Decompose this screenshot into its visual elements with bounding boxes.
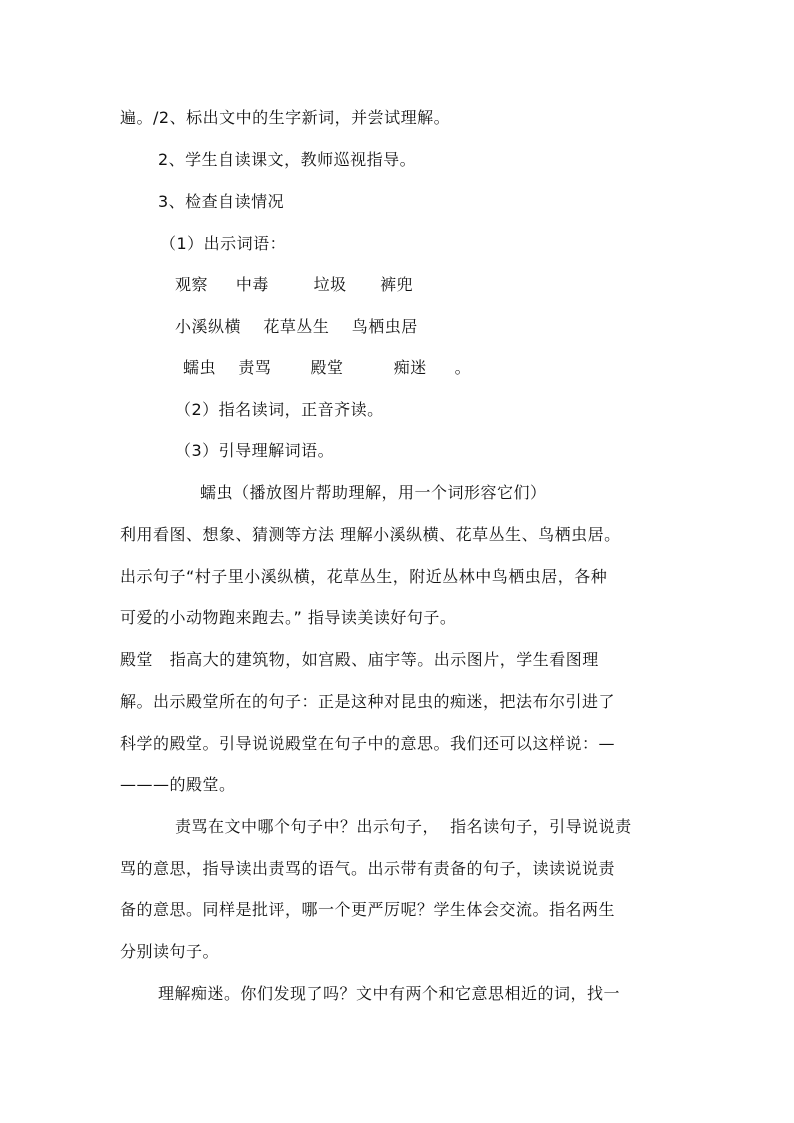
text-line: （1）出示词语： [160,234,287,253]
text-line: 科学的殿堂。引导说说殿堂在句子中的意思。我们还可以这样说：— [120,734,616,753]
text-line: 分别读句子。 [120,942,220,961]
text-line: 2、学生自读课文，教师巡视指导。 [158,150,417,169]
text-line: 骂的意思，指导读出责骂的语气。出示带有责备的句子，读读说说责 [120,859,616,878]
text-line: 蠕虫（播放图片帮助理解，用一个词形容它们） [200,483,547,502]
text-line: 3、检查自读情况 [158,192,285,211]
text-line: ———的殿堂。 [120,775,236,794]
text-line: 理解痴迷。你们发现了吗？文中有两个和它意思相近的词，找一 [158,984,621,1003]
text-line: 解。出示殿堂所在的句子：正是这种对昆虫的痴迷，把法布尔引进了 [120,692,616,711]
text-line: 殿堂 指高大的建筑物，如宫殿、庙宇等。出示图片，学生看图理 [120,650,599,669]
text-line: 责骂在文中哪个句子中？出示句子， 指名读句子，引导说说责 [175,817,632,836]
text-line: （2）指名读词，正音齐读。 [175,400,384,419]
text-line: 遍。/2、标出文中的生字新词，并尝试理解。 [120,108,451,127]
text-line: 出示句子“村子里小溪纵横，花草丛生，附近丛林中鸟栖虫居，各种 [120,567,608,586]
text-line: 利用看图、想象、猜测等方法 理解小溪纵横、花草丛生、鸟栖虫居。 [120,525,621,544]
text-line: （3）引导理解词语。 [175,441,335,460]
text-line: 可爱的小动物跑来跑去。” 指导读美读好句子。 [120,608,457,627]
text-line: 备的意思。同样是批评，哪一个更严厉呢？学生体会交流。指名两生 [120,900,616,919]
vocab-row: 小溪纵横 花草丛生 鸟栖虫居 [175,317,418,336]
vocab-row: 蠕虫 责骂 殿堂 痴迷 。 [183,358,472,377]
vocab-row: 观察 中毒 垃圾 裤兜 [175,275,414,294]
